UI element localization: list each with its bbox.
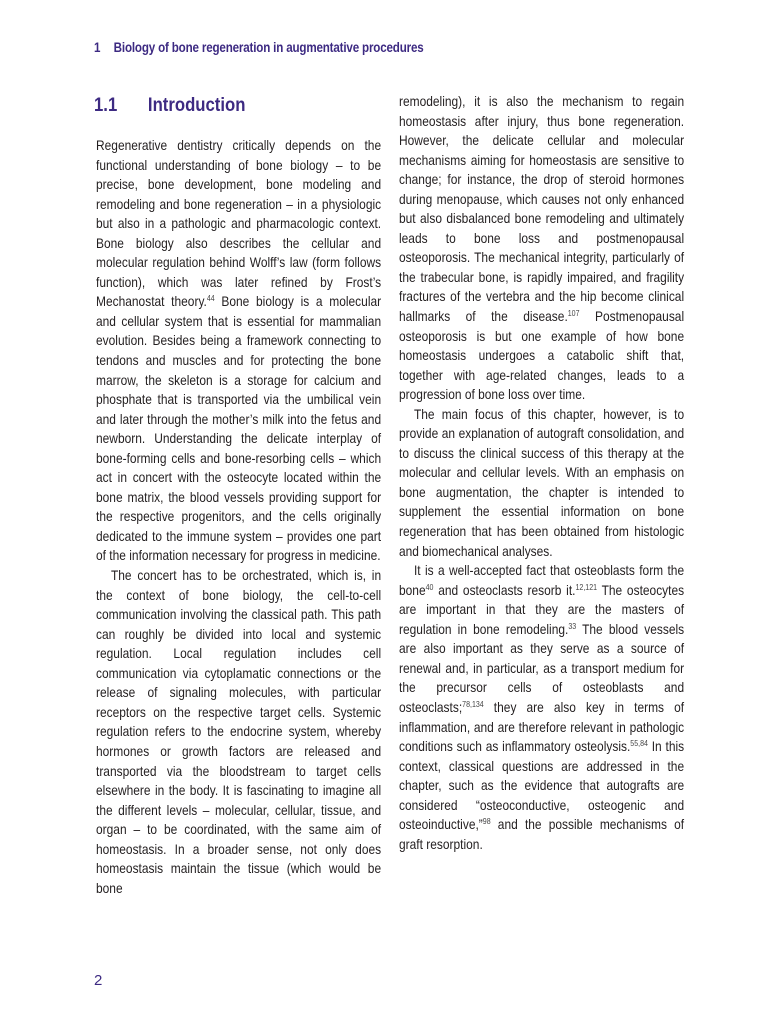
section-title: Introduction [147,95,246,116]
chapter-number: 1 [94,40,101,55]
paragraph-text: remodeling), it is also the mechanism to regain homeostasis after injury, thus bone regeneration. However, the delicate cellular and molecular mechanisms aiming for homeostasis are sensitive to change; for instance, the drop of steroid hormones during menopause, which causes not only enhanced but also disbalanced bone remodeling and ultimately leads to bone loss and postmenopausal osteoporosis. The mechanical integrity, particularly of the trabecular bone, is rapidly impaired, and fragility fractures of the vertebra and the hip become clinical hallmarks of the disease. [399,94,685,325]
paragraph-concert: The concert has to be orchestrated, which is, in the context of bone biology, the cell-to-cell communication involving the classical path. This path can roughly be divided into local and systemic regulation. Local regulation includes cell communication via cytoplamatic connections or the release of signaling molecules, with particular receptors on the respective target cells. Systemic regulation refers to the endocrine system, whereby hormones or growth factors are released and transported via the bloodstream to target cells elsewhere in the body. It is fascinating to imagine all the different levels – molecular, cellular, tissue, and organ – to be coordinated, with the same aim of homeostasis. In a broader sense, not only does homeostasis maintain the tissue (which would be bone [96,568,382,896]
paragraph-text: Regenerative dentistry critically depends on the functional understanding of bone biology – to be precise, bone development, bone modeling and remodeling and bone regeneration – in a physiologic but also in a pathologic and pharmacologic context. Bone biology also describes the cellular and molecular regulation behind Wolff’s law (form follows function), which was later refined by Frost’s Mechanostat theory. [96,138,382,310]
citation: 40 [425,582,434,592]
paragraph-text: The osteocytes are important in that they are the masters of regulation in bone remodeling. [399,582,685,637]
citation: 78,134 [462,699,484,709]
running-header [94,40,424,55]
paragraph-intro [96,136,381,566]
paragraph-text: and osteoclasts resorb it. [433,582,576,598]
citation: 33 [568,621,577,631]
paragraph-osteoblasts [399,561,684,854]
citation: 55,84 [630,739,648,749]
citation: 12,121 [575,582,598,592]
section-heading [94,95,245,117]
paragraph-homeostasis [399,92,684,405]
paragraph-text: Postmenopausal osteoporosis is but one example of how bone homeostasis undergoes a catabolic shift that, together with age-related changes, leads to a progression of bone loss over time. [399,309,685,403]
paragraph-text: The blood vessels are also important as they serve as a source of renewal and, in particular, as a transport medium for the precursor cells of osteoblasts and osteoclasts; [399,621,685,715]
right-column [399,92,684,854]
paragraph-text: they are also key in terms of inflammation, and are therefore relevant in pathologic conditions such as inflammatory osteolysis. [399,699,685,755]
paragraph-text: It is a well-accepted fact that osteoblasts form the bone [399,563,685,598]
paragraph-text: and the possible mechanisms of graft resorption. [399,817,685,852]
chapter-title: Biology of bone regeneration in augmentative procedures [113,40,424,55]
page-number: 2 [94,972,103,989]
paragraph-text: Bone biology is a molecular and cellular system that is essential for mammalian evolution. Besides being a framework connecting to tendons and muscles and for protecting the bone marrow, the skeleton is a storage for calcium and phosphate that is transported via the umbilical vein and later through the mother’s milk into the fetus and newborn. Understanding the delicate interplay of bone-forming cells and bone-resorbing cells – which act in concert with the osteocyte located within the bone matrix, the blood vessels providing support for the respective progenitors, and the cells originally dedicated to the immune system – provides one part of the information necessary for progress in medicine. [96,294,382,564]
citation: 98 [482,817,491,827]
paragraph-main-focus: The main focus of this chapter, however, is to provide an explanation of autograft consolidation, and to discuss the clinical success of this therapy at the molecular and cellular levels. With an emphasis on bone augmentation, the chapter is intended to supplement the essential information on bone regeneration that has been obtained from histologic and biomechanical analyses. [399,406,685,559]
citation: 44 [206,294,215,304]
paragraph-text: In this context, classical questions are addressed in the chapter, such as the evidence that autografts are considered “osteoconductive, osteogenic and osteoinductive,” [399,739,685,833]
citation: 107 [567,309,580,319]
section-number: 1.1 [94,95,118,116]
left-column [96,136,381,898]
